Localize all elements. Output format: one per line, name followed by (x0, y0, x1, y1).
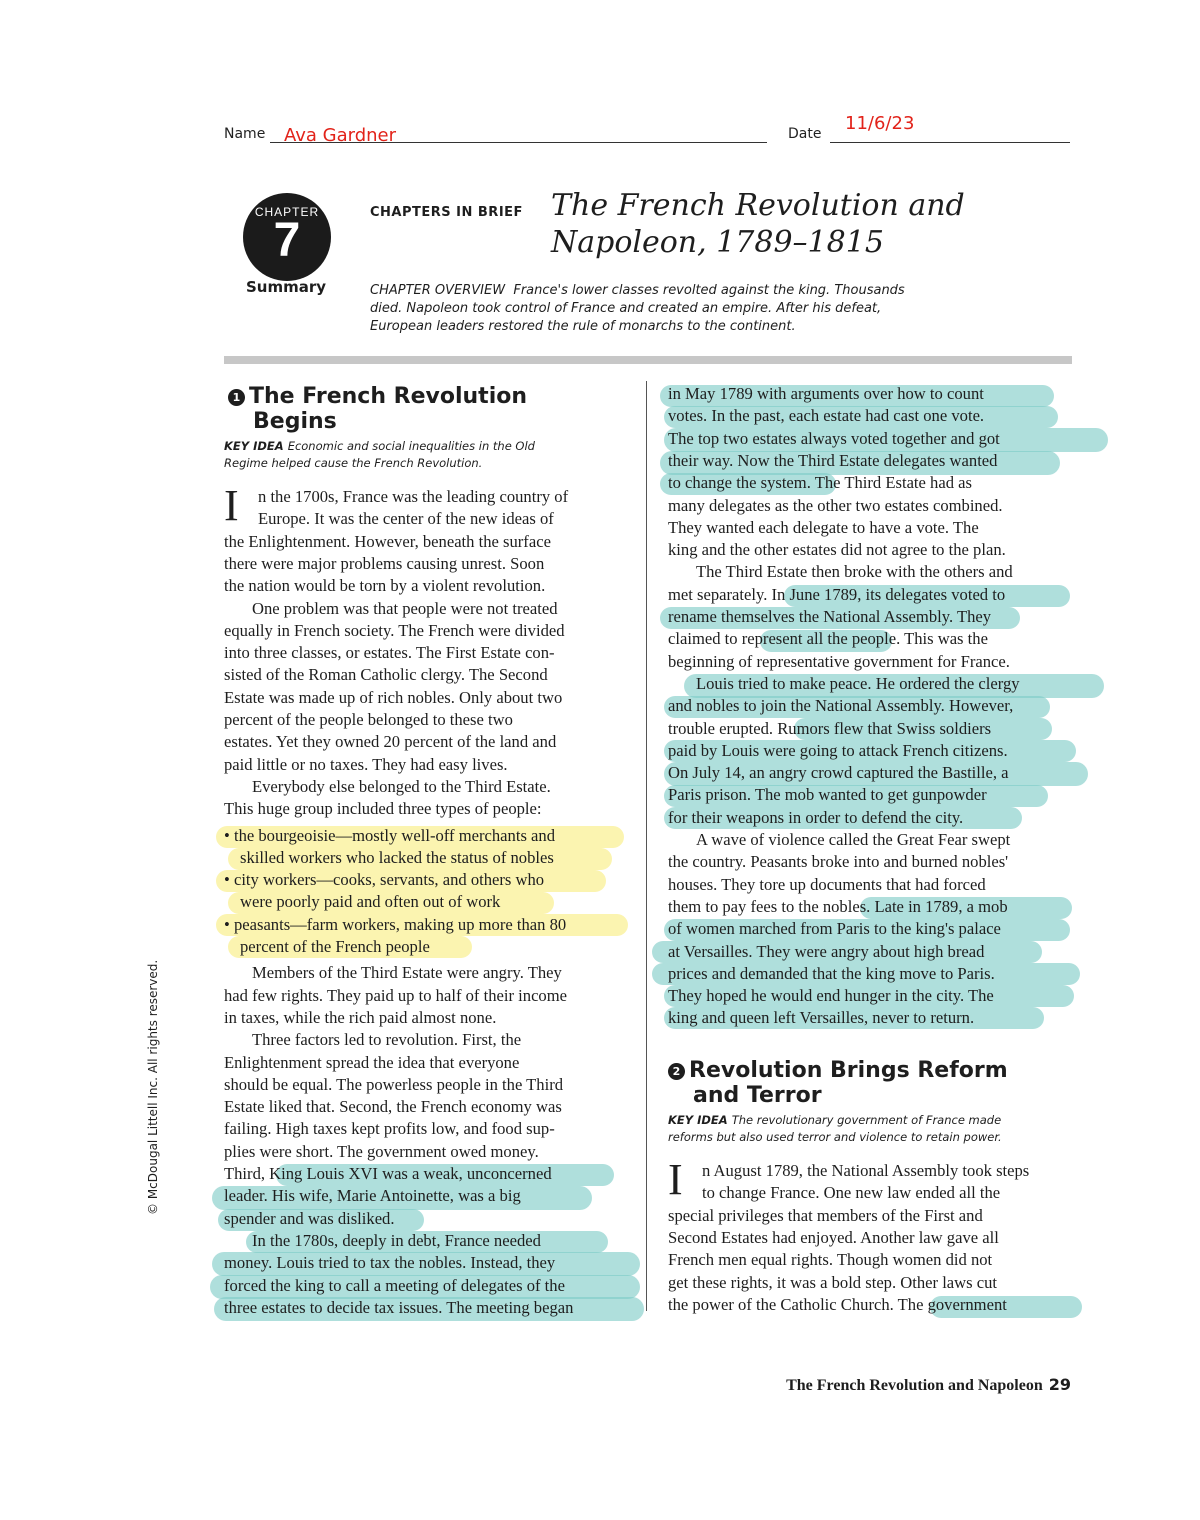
section1-line: Estate was made up of rich nobles. Only about two (224, 688, 563, 707)
section1-key-idea (224, 438, 535, 472)
section1-line: Estate liked that. Second, the French economy was (224, 1097, 562, 1116)
section2-key-idea-line-1: reforms but also used terror and violence to retain power. (668, 1130, 1002, 1144)
section1-line: money. Louis tried to tax the nobles. Instead, they (224, 1253, 556, 1272)
column2-line: houses. They tore up documents that had forced (668, 875, 986, 894)
section2-title-line1: Revolution Brings Reform (689, 1058, 1008, 1083)
section2-line: French men equal rights. Though women did not (668, 1250, 993, 1269)
section2-line: Second Estates had enjoyed. Another law gave all (668, 1228, 999, 1247)
section2-key-idea-label: KEY IDEA (668, 1113, 728, 1127)
section1-line: skilled workers who lacked the status of nobles (240, 848, 554, 867)
column2-line: them to pay fees to the nobles. Late in 1789, a mob (668, 897, 1008, 916)
section1-line: percent of the people belonged to these two (224, 710, 513, 729)
section1-line: equally in French society. The French were divided (224, 621, 565, 640)
column2-line: to change the system. The Third Estate had as (668, 473, 972, 492)
section1-line: • peasants—farm workers, making up more than 80 (224, 915, 567, 934)
section1-key-idea-line-1: Regime helped cause the French Revolution. (224, 456, 483, 470)
section1-line: estates. Yet they owned 20 percent of the land and (224, 732, 557, 751)
section1-line: This huge group included three types of people: (224, 799, 542, 818)
chapter-badge-label: CHAPTER (254, 205, 320, 219)
section1-line: there were major problems causing unrest. Soon (224, 554, 545, 573)
section1-line: leader. His wife, Marie Antoinette, was a big (224, 1186, 521, 1205)
section1-key-idea-label: KEY IDEA (224, 439, 284, 453)
column2-line: The Third Estate then broke with the others and (696, 562, 1013, 581)
section1-line: failing. High taxes kept profits low, and food sup- (224, 1119, 555, 1138)
column2-line: of women marched from Paris to the king's palace (668, 919, 1001, 938)
column2-line: claimed to represent all the people. This was the (668, 629, 988, 648)
section1-key-idea-line-0: Economic and social inequalities in the Old (287, 439, 535, 453)
section1-line: paid little or no taxes. They had easy lives. (224, 755, 508, 774)
section1-number-icon: 1 (228, 389, 245, 406)
column2-line: beginning of representative government for France. (668, 652, 1010, 671)
section1-line: One problem was that people were not treated (252, 599, 558, 618)
copyright-notice: © McDougal Littell Inc. All rights reserved. (146, 959, 160, 1215)
section2-title-line2: and Terror (693, 1083, 822, 1108)
name-value[interactable]: Ava Gardner (284, 125, 397, 146)
column2-line: king and queen left Versailles, never to return. (668, 1008, 975, 1027)
section2-line: the power of the Catholic Church. The government (668, 1295, 1007, 1314)
chapter-badge (243, 193, 331, 281)
column2-line: The top two estates always voted together and got (668, 429, 1000, 448)
overview-label: CHAPTER OVERVIEW (370, 283, 506, 298)
column2-line: for their weapons in order to defend the city. (668, 808, 964, 827)
section2-heading (668, 1058, 1008, 1108)
section1-line: n the 1700s, France was the leading country of (258, 487, 569, 506)
section1-line: • the bourgeoisie—mostly well-off merchants and (224, 826, 556, 845)
section1-line: spender and was disliked. (224, 1209, 395, 1228)
section1-line: sisted of the Roman Catholic clergy. The Second (224, 665, 548, 684)
column2-line: A wave of violence called the Great Fear swept (696, 830, 1011, 849)
column2-line: met separately. In June 1789, its delegates voted to (668, 585, 1006, 604)
column2-line: On July 14, an angry crowd captured the Bastille, a (668, 763, 1009, 782)
section1-line: three estates to decide tax issues. The meeting began (224, 1298, 574, 1317)
overview-line-1: died. Napoleon took control of France and created an empire. After his defeat, (370, 301, 882, 316)
section2-key-idea-line-0: The revolutionary government of France made (731, 1113, 1002, 1127)
chapter-number: 7 (273, 214, 301, 267)
column2-line: paid by Louis were going to attack French citizens. (668, 741, 1008, 760)
section1-line: had few rights. They paid up to half of their income (224, 986, 567, 1005)
column2-line: their way. Now the Third Estate delegates wanted (668, 451, 998, 470)
section2-drop-cap: I (668, 1155, 683, 1204)
column2-line: prices and demanded that the king move to Paris. (668, 964, 995, 983)
section2-number-icon: 2 (668, 1063, 685, 1080)
overview-line-2: European leaders restored the rule of monarchs to the continent. (370, 319, 796, 334)
column2-line: at Versailles. They were angry about high bread (668, 942, 985, 961)
section1-line: were poorly paid and often out of work (240, 892, 501, 911)
column2-line: and nobles to join the National Assembly. However, (668, 696, 1014, 715)
section1-line: Three factors led to revolution. First, the (252, 1030, 522, 1049)
section1-line: should be equal. The powerless people in the Third (224, 1075, 564, 1094)
footer-running-title: The French Revolution and Napoleon (786, 1377, 1043, 1394)
section1-line: into three classes, or estates. The First Estate con- (224, 643, 555, 662)
section2-line: get these rights, it was a bold step. Other laws cut (668, 1273, 998, 1292)
column2-line: in May 1789 with arguments over how to count (668, 384, 984, 403)
section2-line: special privileges that members of the First and (668, 1206, 983, 1225)
section-divider-bar (224, 356, 1072, 364)
section1-line: the nation would be torn by a violent revolution. (224, 576, 546, 595)
section1-line: in taxes, while the rich paid almost none. (224, 1008, 497, 1027)
column2-line: king and the other estates did not agree to the plan. (668, 540, 1006, 559)
column2-line: Louis tried to make peace. He ordered the clergy (696, 674, 1020, 693)
section1-line: plies were short. The government owed money. (224, 1142, 539, 1161)
column2-line: rename themselves the National Assembly. They (668, 607, 992, 626)
section1-heading (228, 384, 527, 434)
name-label: Name (224, 126, 266, 142)
section2-key-idea (668, 1112, 1002, 1146)
page-title-line2: Napoleon, 1789–1815 (551, 225, 884, 260)
section1-line: the Enlightenment. However, beneath the surface (224, 532, 551, 551)
page-title (551, 187, 1071, 261)
section1-line: Members of the Third Estate were angry. They (252, 963, 562, 982)
section1-drop-cap: I (224, 481, 239, 530)
column2-line: They hoped he would end hunger in the city. The (668, 986, 994, 1005)
page-footer (786, 1375, 1071, 1395)
chapter-subtitle: Summary (246, 278, 327, 296)
column2-line: They wanted each delegate to have a vote. The (668, 518, 979, 537)
section1-line: In the 1780s, deeply in debt, France needed (252, 1231, 541, 1250)
section1-line: Europe. It was the center of the new ideas of (258, 509, 554, 528)
section2-line: to change France. One new law ended all the (702, 1183, 1001, 1202)
section1-title-line1: The French Revolution (249, 384, 528, 409)
column2-line: the country. Peasants broke into and burned nobles' (668, 852, 1009, 871)
column2-line: many delegates as the other two estates combined. (668, 496, 1003, 515)
chapter-overview (370, 282, 970, 336)
overview-line-0: France's lower classes revolted against the king. Thousands (513, 283, 905, 298)
column2-line: Paris prison. The mob wanted to get gunpowder (668, 785, 987, 804)
section1-line: Enlightenment spread the idea that everyone (224, 1053, 520, 1072)
chapters-in-brief-label: CHAPTERS IN BRIEF (370, 205, 523, 220)
section1-line: percent of the French people (240, 937, 430, 956)
column2-line: votes. In the past, each estate had cast one vote. (668, 406, 985, 425)
section1-line: forced the king to call a meeting of delegates of the (224, 1276, 565, 1295)
column2-line: trouble erupted. Rumors flew that Swiss soldiers (668, 719, 992, 738)
page-number: 29 (1048, 1375, 1071, 1394)
date-line (830, 142, 1070, 143)
section1-line: Third, King Louis XVI was a weak, unconcerned (224, 1164, 552, 1183)
date-label: Date (788, 126, 822, 142)
page-title-line1: The French Revolution and (551, 188, 965, 223)
section1-line: Everybody else belonged to the Third Estate. (252, 777, 551, 796)
column-divider (646, 381, 647, 1311)
section2-line: n August 1789, the National Assembly took steps (702, 1161, 1030, 1180)
section1-title-line2: Begins (253, 409, 337, 434)
date-value[interactable]: 11/6/23 (845, 113, 915, 134)
section1-line: • city workers—cooks, servants, and others who (224, 870, 545, 889)
